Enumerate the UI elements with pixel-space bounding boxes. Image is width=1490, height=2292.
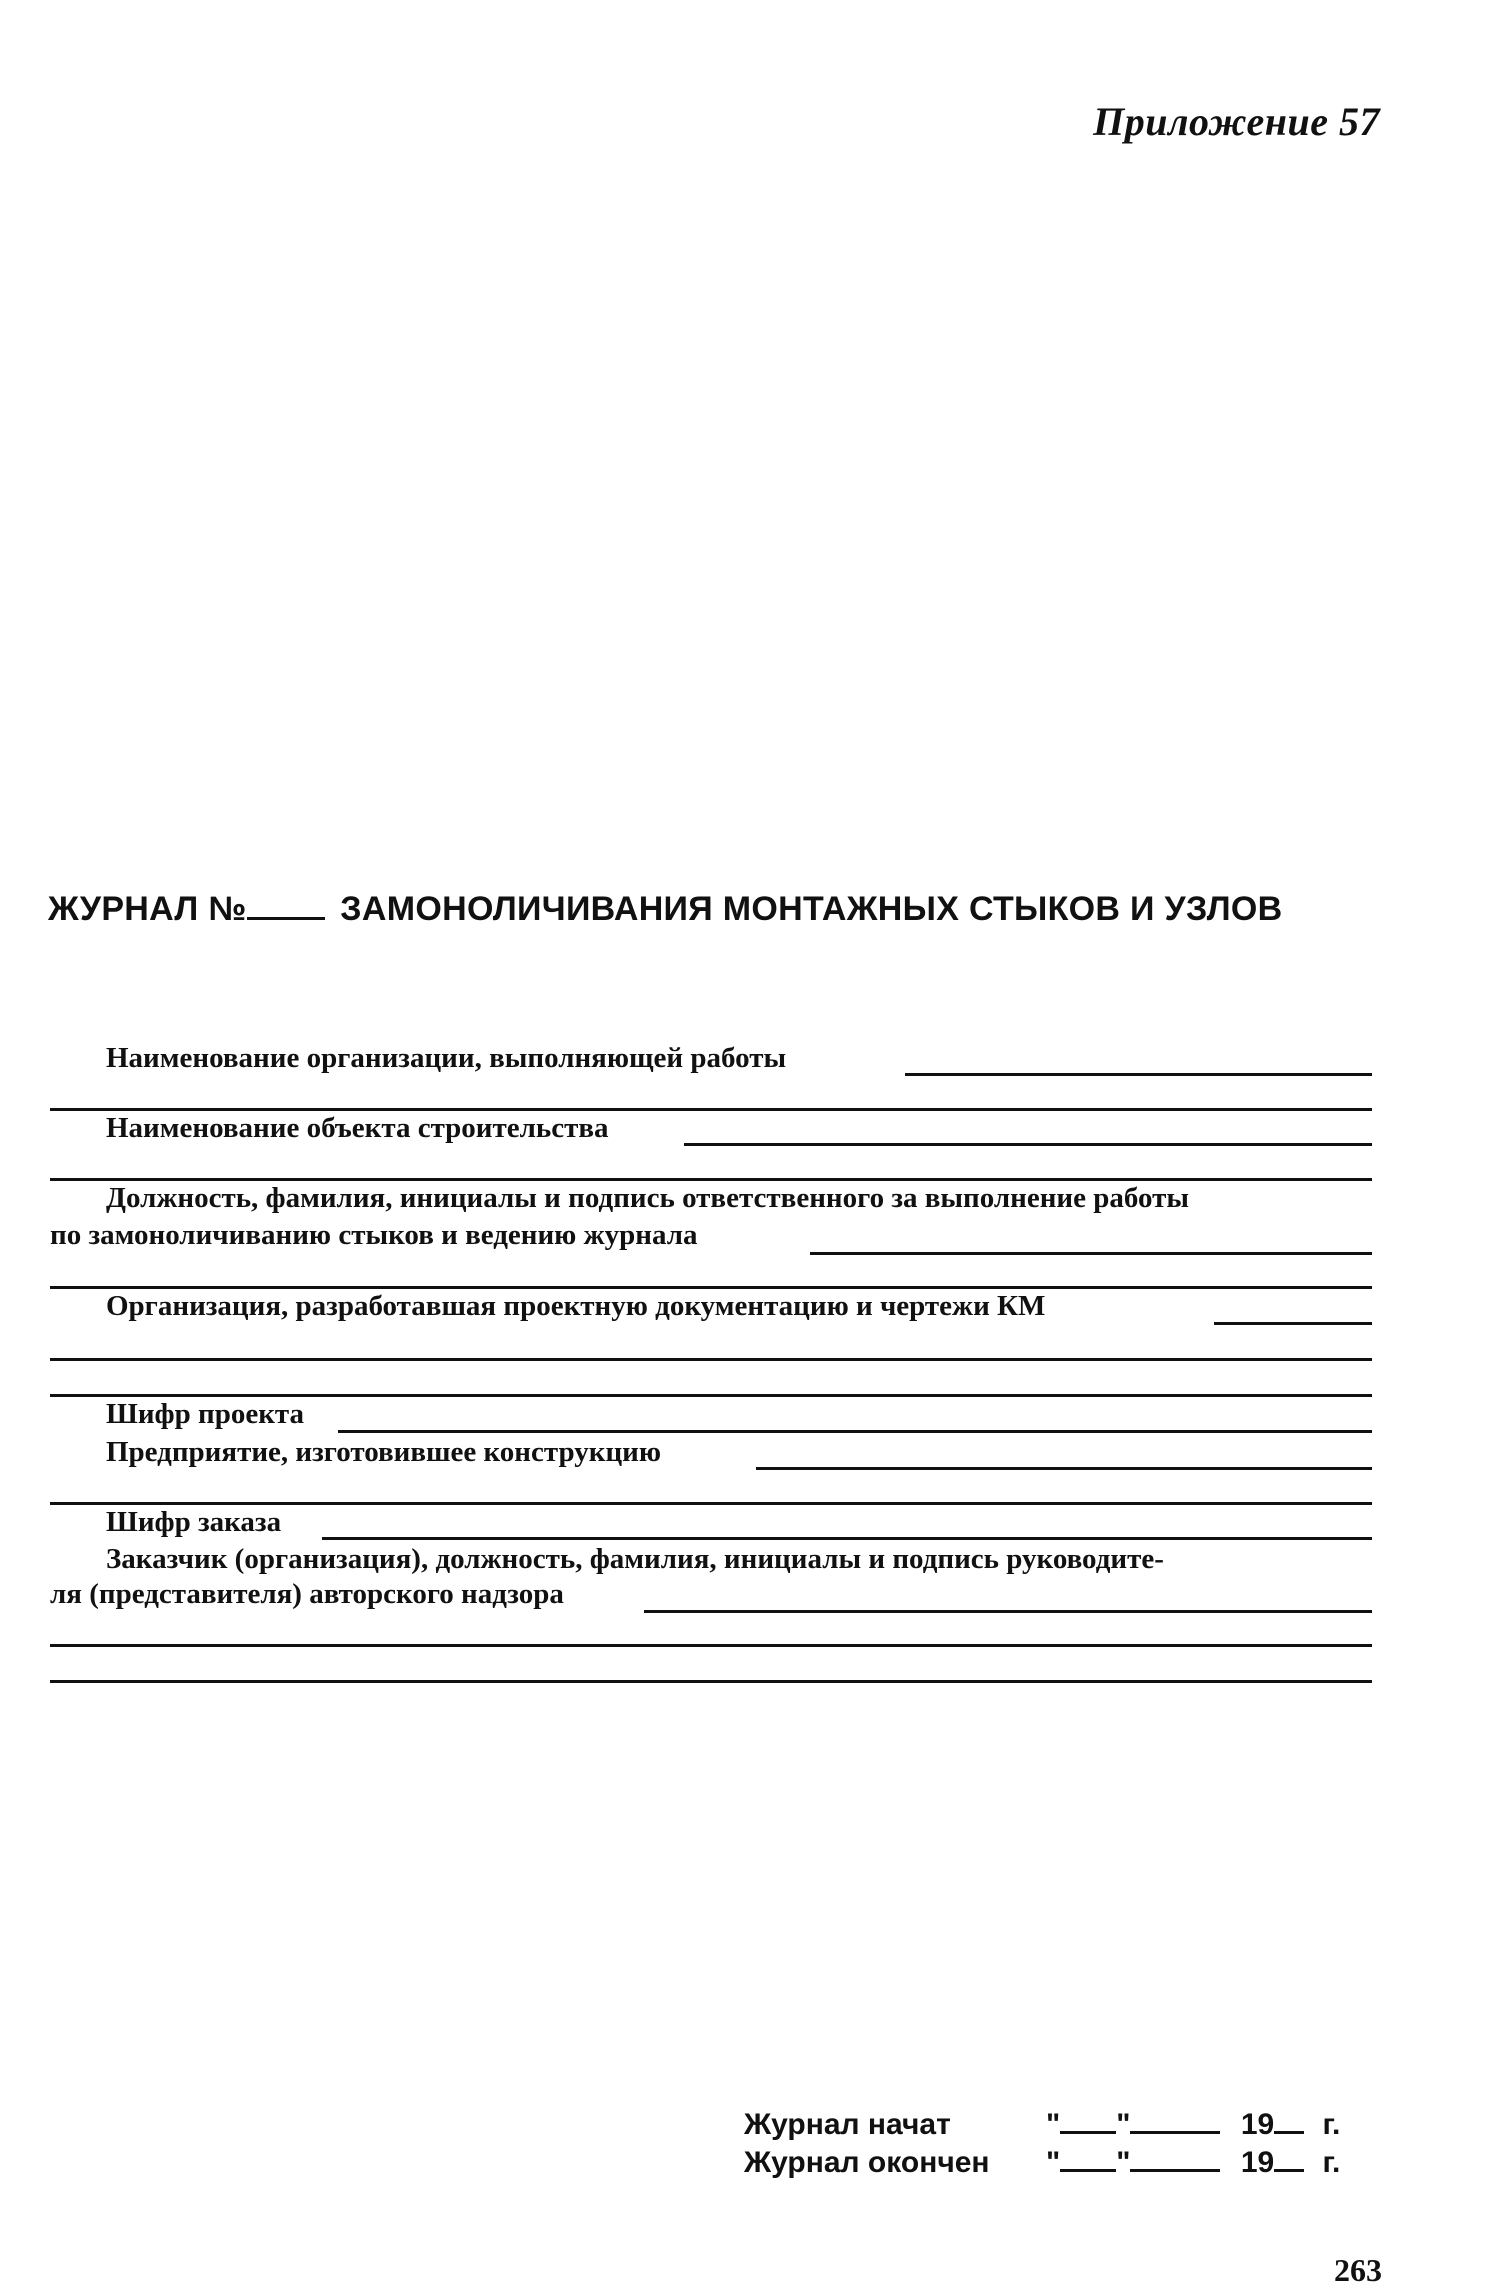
started-day-input[interactable] (1060, 2109, 1116, 2134)
finished-year-prefix: 19 (1240, 2146, 1275, 2179)
quote-open: " (1046, 2146, 1061, 2179)
object-name-input[interactable] (684, 1143, 1372, 1146)
customer-input[interactable] (644, 1610, 1372, 1613)
project-code-input[interactable] (338, 1430, 1372, 1433)
journal-finished-label: Журнал окончен (744, 2146, 990, 2179)
journal-title-text: ЗАМОНОЛИЧИВАНИЯ МОНТАЖНЫХ СТЫКОВ И УЗЛОВ (340, 890, 1283, 928)
responsible-continuation-line[interactable] (50, 1286, 1372, 1289)
finished-day-input[interactable] (1060, 2147, 1116, 2172)
customer-continuation-line-1[interactable] (50, 1644, 1372, 1647)
design-org-label: Организация, разработавшая проектную документацию и чертежи КМ (106, 1290, 1046, 1322)
journal-finished-date (1046, 2146, 1340, 2180)
finished-month-input[interactable] (1130, 2147, 1220, 2172)
order-code-input[interactable] (322, 1537, 1372, 1540)
page-number: 263 (1334, 2252, 1382, 2288)
manufacturer-label: Предприятие, изготовившее конструкцию (106, 1436, 662, 1468)
started-year-suffix: г. (1322, 2108, 1341, 2141)
quote-open: " (1046, 2108, 1061, 2141)
quote-close: " (1116, 2108, 1131, 2141)
journal-started-date (1046, 2108, 1340, 2142)
customer-label-line1: Заказчик (организация), должность, фамилия, инициалы и подпись руководите- (106, 1543, 1164, 1575)
project-code-label: Шифр проекта (106, 1398, 305, 1430)
customer-label-line2: ля (представителя) авторского надзора (50, 1578, 564, 1610)
finished-year-suffix: г. (1322, 2146, 1341, 2179)
journal-title-prefix: ЖУРНАЛ № (48, 890, 247, 928)
object-name-continuation-line[interactable] (50, 1178, 1372, 1181)
order-code-label: Шифр заказа (106, 1506, 282, 1538)
manufacturer-continuation-line[interactable] (50, 1502, 1372, 1505)
quote-close: " (1116, 2146, 1131, 2179)
started-year-prefix: 19 (1240, 2108, 1275, 2141)
responsible-label-line1: Должность, фамилия, инициалы и подпись ответственного за выполнение работы (106, 1182, 1189, 1214)
started-year-input[interactable] (1274, 2109, 1304, 2134)
journal-number-blank[interactable] (247, 895, 325, 920)
responsible-label-line2: по замоноличиванию стыков и ведению журнала (50, 1219, 698, 1251)
org-name-input[interactable] (905, 1073, 1372, 1076)
org-name-continuation-line[interactable] (50, 1108, 1372, 1111)
responsible-input[interactable] (810, 1252, 1372, 1255)
design-org-input[interactable] (1214, 1322, 1372, 1325)
design-org-continuation-line-1[interactable] (50, 1358, 1372, 1361)
design-org-continuation-line-2[interactable] (50, 1394, 1372, 1397)
journal-title (48, 890, 1448, 929)
started-month-input[interactable] (1130, 2109, 1220, 2134)
manufacturer-input[interactable] (756, 1467, 1372, 1470)
finished-year-input[interactable] (1274, 2147, 1304, 2172)
customer-continuation-line-2[interactable] (50, 1680, 1372, 1683)
journal-started-label: Журнал начат (744, 2108, 951, 2141)
appendix-label: Приложение 57 (1093, 99, 1380, 144)
object-name-label: Наименование объекта строительства (106, 1112, 609, 1144)
org-name-label: Наименование организации, выполняющей работы (106, 1042, 787, 1074)
